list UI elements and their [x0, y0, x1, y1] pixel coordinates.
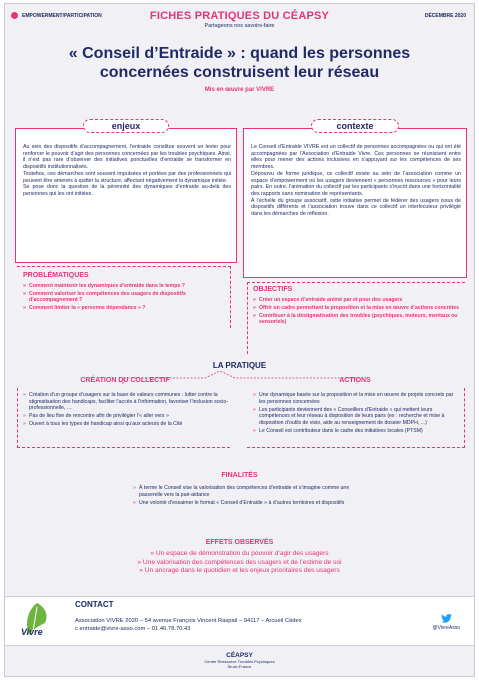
- main-title: [5, 44, 474, 82]
- footer-line-1: Centre Ressource Troubles Psychiques: [204, 659, 275, 664]
- footer-brand: CÉAPSY: [226, 652, 253, 659]
- objectifs-heading: OBJECTIFS: [253, 286, 293, 293]
- actions-list: [253, 392, 461, 434]
- twitter-handle[interactable]: @VivreAsso: [432, 625, 460, 631]
- contact-address: Association VIVRE 2020 – 54 avenue François Vincent Raspail – 94117 – Arcueil Cédex: [75, 618, 302, 624]
- creation-section: [23, 392, 228, 429]
- twitter-icon: [441, 614, 452, 623]
- contexte-text: [251, 144, 461, 218]
- creation-list: [23, 392, 228, 428]
- problematique-item: » Comment limiter la « personne dépendance » ?: [23, 305, 228, 311]
- date-label: DÉCEMBRE 2020: [424, 13, 466, 19]
- finalites-section: [133, 485, 353, 508]
- pratique-heading: LA PRATIQUE: [212, 361, 267, 370]
- finalites-list: [133, 485, 353, 506]
- contexte-paragraph-2: Dépourvu de forme juridique, ce collectif existe au sein de l’association comme un espace d’empowerment où les usagers deviennent « personnes ressources » pour leurs pairs. En outre, l’animation du collectif par les participants s’inscrit dans une horizontalité des rapports sans nomination de représentants.: [251, 170, 461, 197]
- actions-heading: ACTIONS: [339, 377, 371, 384]
- actions-section: [253, 392, 461, 436]
- action-item: » Le Conseil est contributeur dans le cadre des initiatives locales (PTSM): [253, 428, 461, 435]
- enjeux-paragraph-1: Au sein des dispositifs d’accompagnement, l’entraide constitue souvent un levier pour renforcer le pouvoir d’agir des personnes concernées par les troubles psychiques. Ainsi, il n’est pas rare d’observer des initiatives ponctuelles d’entraide se transformer en dispositifs institutionnalisés.: [23, 144, 231, 171]
- contact-details: [75, 617, 395, 633]
- enjeux-heading: enjeux: [83, 119, 169, 133]
- creation-item: » Création d’un groupe d’usagers sur la base de valeurs communes : lutter contre la stigmatisation des handicaps, faciliter l’accès à l’information, favoriser l’inclusion socio-professionnelle, …: [23, 392, 228, 412]
- fiche-page: [4, 3, 475, 677]
- main-title-line-1: « Conseil d’Entraide » : quand les personnes: [68, 45, 411, 62]
- effet-item: » Un ancrage dans le quotidien et les enjeux prioritaires des usagers: [139, 567, 340, 574]
- contexte-paragraph-3: À l’échelle du groupe associatif, cette initiative permet de fédérer des usagers issus de dispositifs différents et l’association trouve dans ce collectif un interlocuteur privilégié dans les démarches de réflexion.: [251, 197, 461, 218]
- fiche-subtitle: Partageons nos savoirs-faire: [204, 23, 275, 29]
- vivre-logo-text: Vivre: [21, 627, 43, 637]
- fiche-series-title: FICHES PRATIQUES DU CÉAPSY: [149, 10, 330, 22]
- objectif-item: » Créer un espace d’entraide animé par et pour des usagers: [253, 297, 461, 303]
- effets-heading: EFFETS OBSERVÉS: [205, 539, 274, 546]
- enjeux-paragraph-2: Toutefois, ces démarches sont souvent impulsées et portées par des professionnels qui peuvent être amenés à quitter la structure, affectant négativement la dynamique initiée.: [23, 170, 231, 184]
- creation-heading: CRÉATION DU COLLECTIF: [80, 377, 170, 384]
- twitter-block[interactable]: [433, 614, 461, 631]
- credit-line: Mis en œuvre par VIVRE: [204, 87, 275, 93]
- contexte-paragraph-1: Le Conseil d’Entraide VIVRE est un collectif de personnes accompagnées ou qui ont été accompagnées par l’Association d’Entraide Vivre. Ces personnes se réunissent entre elles pour mener des actions inclusives en s’appuyant sur les compétences de ses membres.: [251, 144, 461, 171]
- action-item: » Les participants deviennent des « Conseillers d’Entraide » qui mettent leurs compétences et leur réseau à disposition de leurs pairs (ex : recherche et mise à disposition d’outils de visio, aide au renseignement de dossier MDPH, ...): [253, 407, 461, 427]
- objectif-item: » Offrir un cadre permettant la proposition et la mise en œuvre d’actions concrètes: [253, 305, 461, 311]
- finalites-heading: FINALITÉS: [221, 472, 258, 479]
- finalite-item: » À terme le Conseil vise la valorisation des compétences d’entraide et s’imagine comme une passerelle vers la pair-aidance: [133, 485, 353, 498]
- objectifs-section: [253, 286, 461, 327]
- enjeux-text: [23, 144, 231, 198]
- problematiques-list: [23, 283, 228, 312]
- creation-item: » Ouvert à tous les types de handicap ainsi qu’aux acteurs de la Cité: [23, 421, 228, 428]
- problematiques-heading: PROBLÉMATIQUES: [23, 272, 89, 279]
- contact-email-phone[interactable]: c.entraide@vivre-asso.com – 01.46.78.70.43: [75, 626, 191, 632]
- objectifs-list: [253, 297, 461, 326]
- finalite-item: » Une volonté d’essaimer le format « Conseil d’Entraide » à d’autres territoires et dispositifs: [133, 500, 353, 507]
- main-title-line-2: concernées construisent leur réseau: [99, 64, 380, 81]
- contexte-heading: contexte: [311, 119, 399, 133]
- vivre-logo: [23, 601, 51, 641]
- enjeux-box: [15, 128, 237, 263]
- effet-item: » Une valorisation des compétences des usagers et de l’estime de soi: [137, 558, 342, 566]
- contact-heading: CONTACT: [75, 600, 114, 609]
- effets-list: [65, 550, 414, 576]
- problematiques-section: [23, 272, 228, 313]
- problematique-item: » Comment valoriser les compétences des usagers de dispositifs d’accompagnement ?: [23, 291, 228, 304]
- objectif-item: » Contribuer à la déstigmatisation des troubles (psychiques, moteurs, mentaux ou sensoriels): [253, 313, 461, 326]
- footer-line-2: Île-de-France: [227, 664, 252, 669]
- footer: [5, 652, 474, 669]
- contexte-box: [243, 128, 467, 278]
- fiche-header: [5, 10, 474, 29]
- problematique-item: » Comment maintenir les dynamiques d’entraide dans le temps ?: [23, 283, 228, 289]
- enjeux-paragraph-3: Se pose donc la question de la pérennité des dynamiques d’entraide au-delà des personnes qui les ont initiées.: [23, 184, 231, 197]
- action-item: » Une dynamique basée sur la proposition et la mise en œuvre de projets concrets par les personnes concernées: [253, 392, 461, 405]
- effet-item: » Un espace de démonstration du pouvoir d’agir des usagers: [150, 550, 329, 557]
- category-text: EMPOWERMENT/PARTICIPATION: [22, 12, 102, 19]
- creation-item: » Pas de lieu fixe de rencontre afin de privilégier l’« aller vers »: [23, 413, 228, 420]
- contact-band: [5, 596, 474, 646]
